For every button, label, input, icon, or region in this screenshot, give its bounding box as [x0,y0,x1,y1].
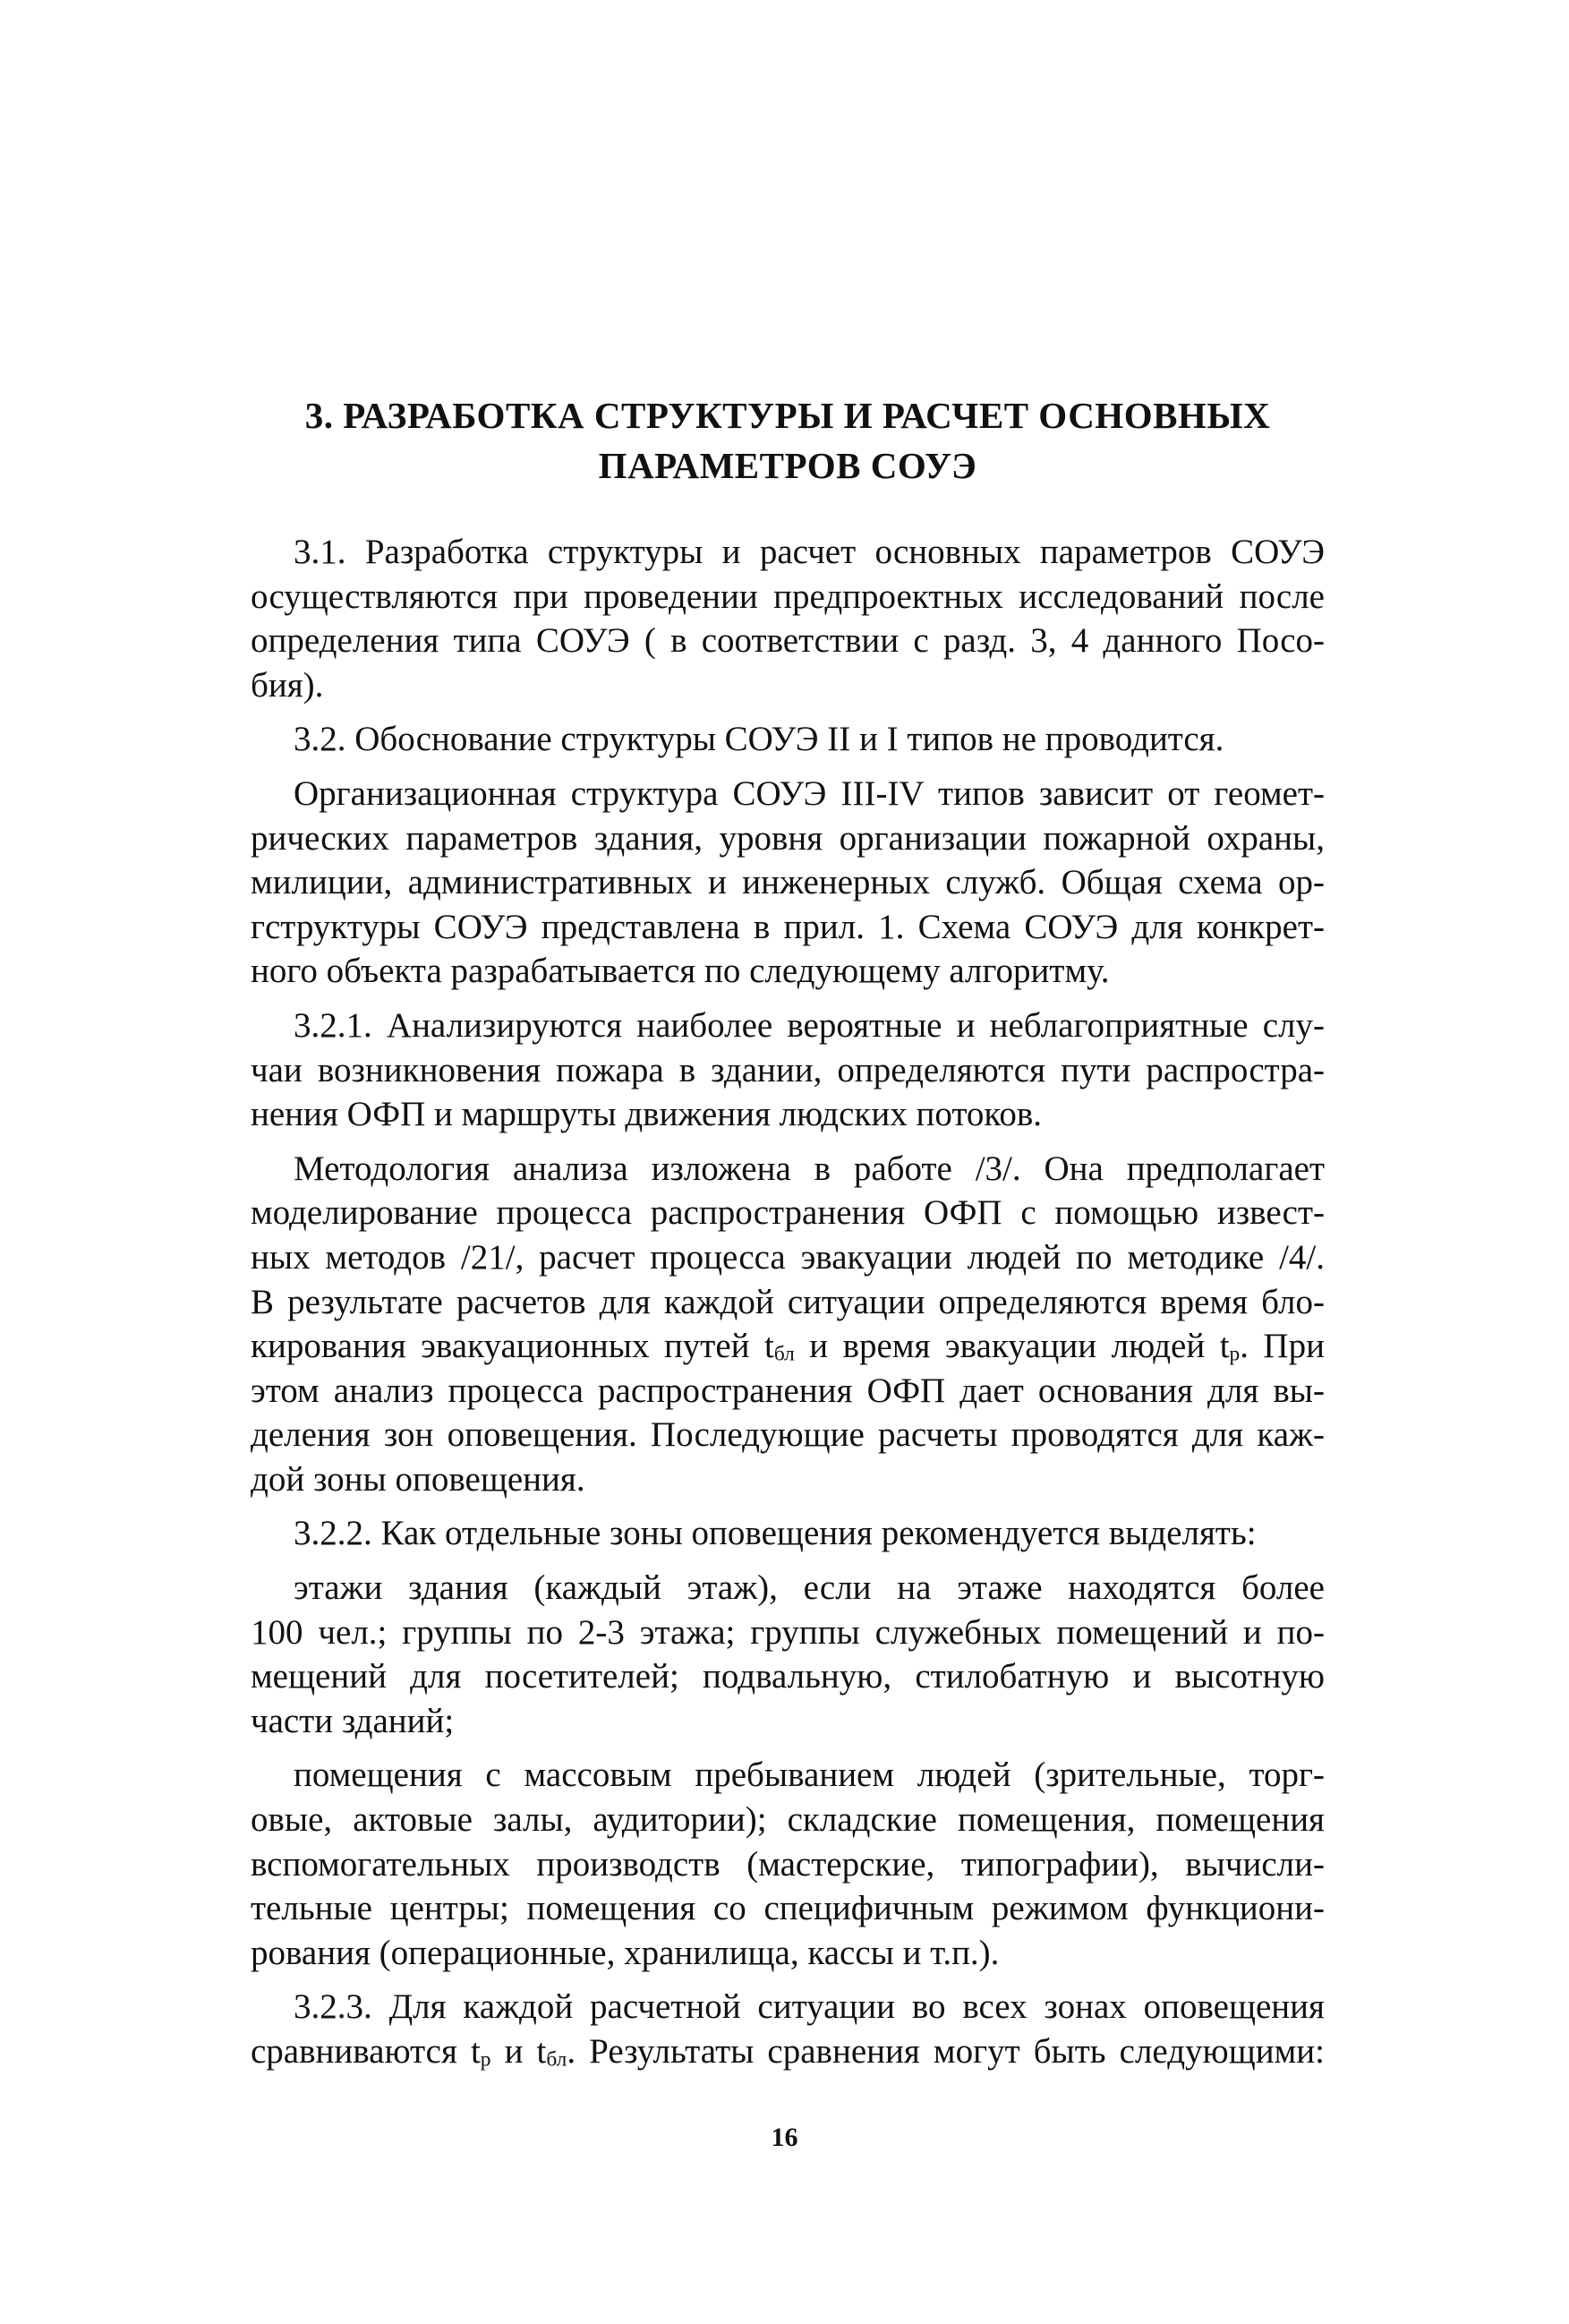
text-line: вспомогательных производств (мастерские, типографии), вычисли- [251,1844,1325,1884]
body-text [251,530,1325,2074]
text-line: кирования эвакуационных путей $t_{бл}$ и время эвакуации людей $t_р$. При [251,1327,1325,1366]
text-line: деления зон оповещения. Последующие расчеты проводятся для каж- [251,1415,1325,1455]
text-line: этажи здания (каждый этаж), если на этаже находятся более [294,1568,1325,1608]
text-line: 3.2.1. Анализируются наиболее вероятные и неблагоприятные слу- [294,1005,1325,1045]
text-line: мещений для посетителей; подвальную, стилобатную и высотную [251,1657,1325,1696]
heading-line-1: 3. РАЗРАБОТКА СТРУКТУРЫ И РАСЧЕТ ОСНОВНЫХ [304,395,1271,436]
paragraph-rooms [251,1753,1325,1975]
paragraph-3-2-3 [251,1985,1325,2073]
text-line: определения типа СОУЭ ( в соответствии с разд. 3, 4 данного Посо- [251,621,1325,661]
page-number: 16 [771,2123,798,2152]
paragraph-3-2-1 [251,1004,1325,1137]
text-line: 3.2.2. Как отдельные зоны оповещения рекомендуется выделять: [294,1514,1257,1553]
paragraph-3-2 [251,717,1325,762]
text-line: Методология анализа изложена в работе /3/. Она предполагает [294,1149,1325,1188]
text-line: В результате расчетов для каждой ситуации определяются время бло- [251,1282,1325,1321]
text-line: 100 чел.; группы по 2-3 этажа; группы служебных помещений и по- [251,1612,1325,1652]
text-line: гструктуры СОУЭ представлена в прил. 1. Схема СОУЭ для конкрет- [251,907,1325,946]
text-line: 3.2. Обоснование структуры СОУЭ II и I типов не проводится. [294,720,1224,759]
text-line: милиции, административных и инженерных служб. Общая схема ор- [251,863,1325,902]
text-line: помещения с массовым пребыванием людей (зрительные, торг- [294,1756,1325,1795]
heading-line-2: ПАРАМЕТРОВ СОУЭ [598,445,977,486]
text-line: ных методов /21/, расчет процесса эвакуации людей по методике /4/. [251,1237,1325,1277]
text-line: сравниваются $t_р$ и $t_{бл}$. Результаты сравнения могут быть следующими: [251,2032,1325,2072]
paragraph-methodology [251,1147,1325,1502]
text-line: ного объекта разрабатывается по следующему алгоритму. [251,952,1110,991]
text-line: 3.2.3. Для каждой расчетной ситуации во всех зонах оповещения [294,1987,1325,2027]
paragraph-floors [251,1566,1325,1743]
text-line: чаи возникновения пожара в здании, определяются пути распростра- [251,1050,1325,1089]
text-line: этом анализ процесса распространения ОФП дает основания для вы- [251,1371,1325,1410]
text-line: бия). [251,665,324,705]
text-line: тельные центры; помещения со специфичным режимом функциони- [251,1889,1325,1928]
text-line: дой зоны оповещения. [251,1459,585,1499]
text-line: овые, актовые залы, аудитории); складские помещения, помещения [251,1800,1325,1840]
section-heading [251,390,1325,491]
text-line: осуществляются при проведении предпроектных исследований после [251,577,1325,616]
text-line: части зданий; [251,1701,455,1740]
paragraph-org-structure [251,772,1325,994]
text-line: рования (операционные, хранилища, кассы и т.п.). [251,1933,1000,1972]
text-line: рических параметров здания, уровня организации пожарной охраны, [251,818,1325,858]
text-line: 3.1. Разработка структуры и расчет основных параметров СОУЭ [294,533,1325,571]
paragraph-3-2-2 [251,1511,1325,1556]
text-line: Организационная структура СОУЭ III-IV типов зависит от геомет- [294,773,1325,813]
text-line: моделирование процесса распространения ОФП с помощью извест- [251,1193,1325,1233]
paragraph-3-1 [251,530,1325,707]
text-line: нения ОФП и маршруты движения людских потоков. [251,1095,1042,1134]
